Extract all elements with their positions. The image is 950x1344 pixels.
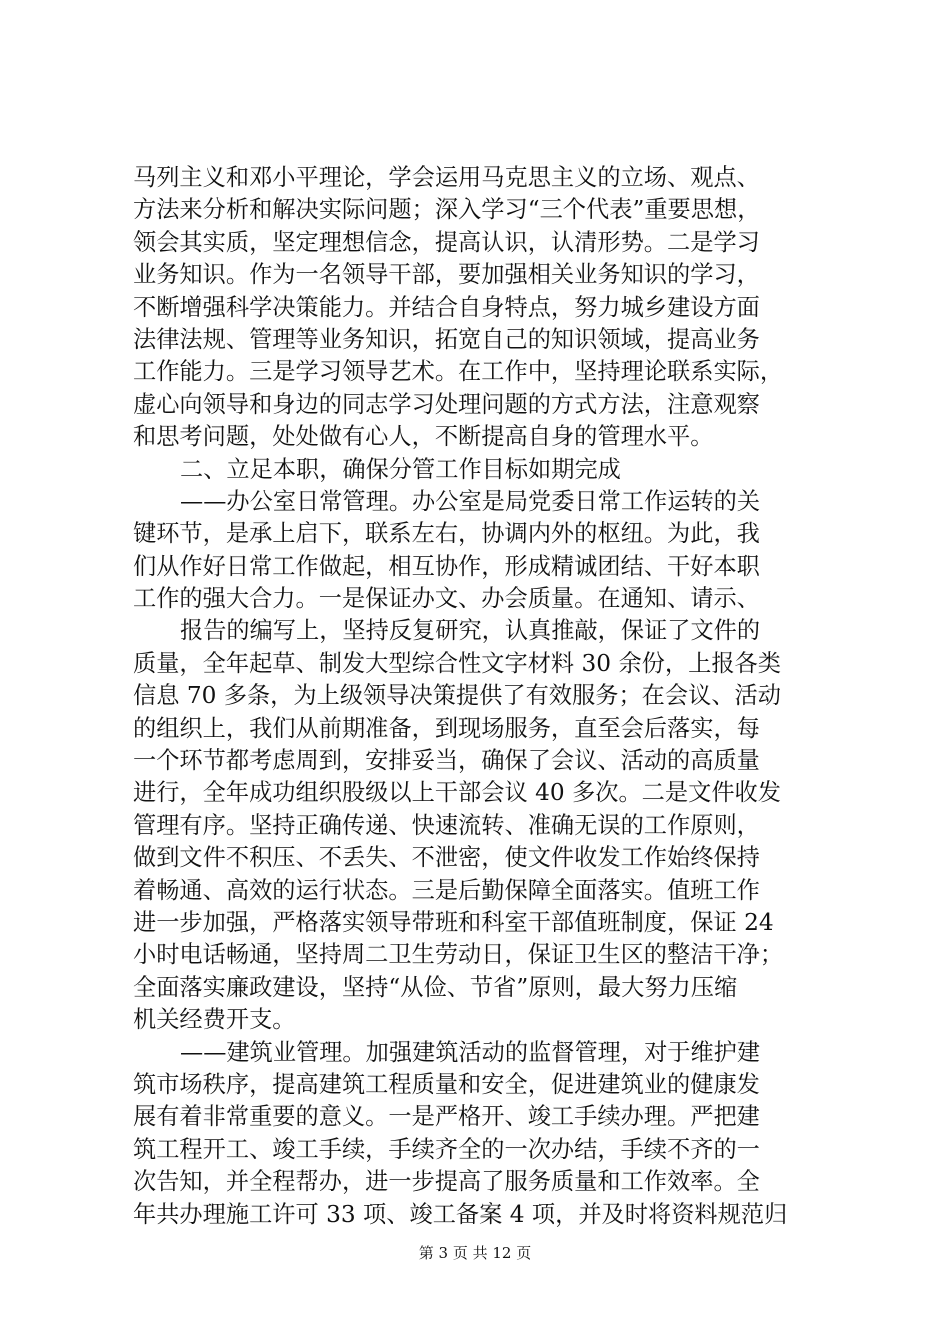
text-line: 不断增强科学决策能力。并结合自身特点，努力城乡建设方面 bbox=[133, 293, 760, 321]
text-line: 次告知，并全程帮办，进一步提高了服务质量和工作效率。全 bbox=[133, 1168, 760, 1196]
text-line: 马列主义和邓小平理论，学会运用马克思主义的立场、观点、 bbox=[133, 164, 760, 191]
text-line: ——建筑业管理。加强建筑活动的监督管理，对于维护建 bbox=[180, 1038, 761, 1066]
text-line: 法律法规、管理等业务知识，拓宽自己的知识领域，提高业务 bbox=[133, 325, 760, 353]
text-line: 信息 70 多条，为上级领导决策提供了有效服务；在会议、活动 bbox=[133, 682, 781, 710]
text-line: 筑市场秩序，提高建筑工程质量和安全，促进建筑业的健康发 bbox=[133, 1070, 760, 1098]
text-line: 进一步加强，严格落实领导带班和科室干部值班制度，保证 24 bbox=[133, 908, 774, 936]
text-line: 小时电话畅通，坚持周二卫生劳动日，保证卫生区的整洁干净； bbox=[133, 941, 784, 969]
text-line: 一个环节都考虑周到，安排妥当，确保了会议、活动的高质量 bbox=[133, 747, 760, 775]
text-line: 着畅通、高效的运行状态。三是后勤保障全面落实。值班工作 bbox=[133, 876, 760, 904]
text-line: 的组织上，我们从前期准备，到现场服务，直至会后落实，每 bbox=[133, 714, 760, 742]
text-line: 工作能力。三是学习领导艺术。在工作中，坚持理论联系实际， bbox=[133, 358, 784, 386]
page-footer bbox=[0, 1243, 950, 1263]
text-line: 机关经费开支。 bbox=[133, 1006, 296, 1034]
text-line: ——办公室日常管理。办公室是局党委日常工作运转的关 bbox=[180, 487, 761, 515]
text-line: 报告的编写上，坚持反复研究，认真推敲，保证了文件的 bbox=[180, 617, 761, 645]
text-line: 质量，全年起草、制发大型综合性文字材料 30 余份，上报各类 bbox=[133, 649, 781, 677]
text-line: 年共办理施工许可 33 项、竣工备案 4 项，并及时将资料规范归 bbox=[133, 1200, 788, 1228]
text-line: 和思考问题，处处做有心人，不断提高自身的管理水平。 bbox=[133, 423, 714, 451]
text-line: 方法来分析和解决实际问题；深入学习“三个代表”重要思想， bbox=[133, 196, 761, 224]
section-heading: 二、立足本职，确保分管工作目标如期完成 bbox=[180, 455, 621, 483]
text-line: 进行，全年成功组织股级以上干部会议 40 多次。二是文件收发 bbox=[133, 779, 781, 807]
text-line: 业务知识。作为一名领导干部，要加强相关业务知识的学习， bbox=[133, 261, 760, 289]
text-line: 管理有序。坚持正确传递、快速流转、准确无误的工作原则， bbox=[133, 811, 760, 839]
text-line: 虚心向领导和身边的同志学习处理问题的方式方法，注意观察 bbox=[133, 390, 760, 418]
text-line: 做到文件不积压、不丢失、不泄密，使文件收发工作始终保持 bbox=[133, 844, 760, 872]
text-line: 工作的强大合力。一是保证办文、办会质量。在通知、请示、 bbox=[133, 585, 760, 613]
text-line: 键环节，是承上启下，联系左右，协调内外的枢纽。为此，我 bbox=[133, 520, 760, 548]
text-line: 全面落实廉政建设，坚持“从俭、节省”原则，最大努力压缩 bbox=[133, 973, 738, 1001]
text-line: 展有着非常重要的意义。一是严格开、竣工手续办理。严把建 bbox=[133, 1103, 760, 1131]
text-line: 领会其实质，坚定理想信念，提高认识，认清形势。二是学习 bbox=[133, 228, 760, 256]
text-line: 筑工程开工、竣工手续，手续齐全的一次办结，手续不齐的一 bbox=[133, 1135, 760, 1163]
page-number: 第 3 页 共 12 页 bbox=[418, 1244, 532, 1262]
text-line: 们从作好日常工作做起，相互协作，形成精诚团结、干好本职 bbox=[133, 552, 760, 580]
body-text bbox=[133, 162, 833, 1231]
